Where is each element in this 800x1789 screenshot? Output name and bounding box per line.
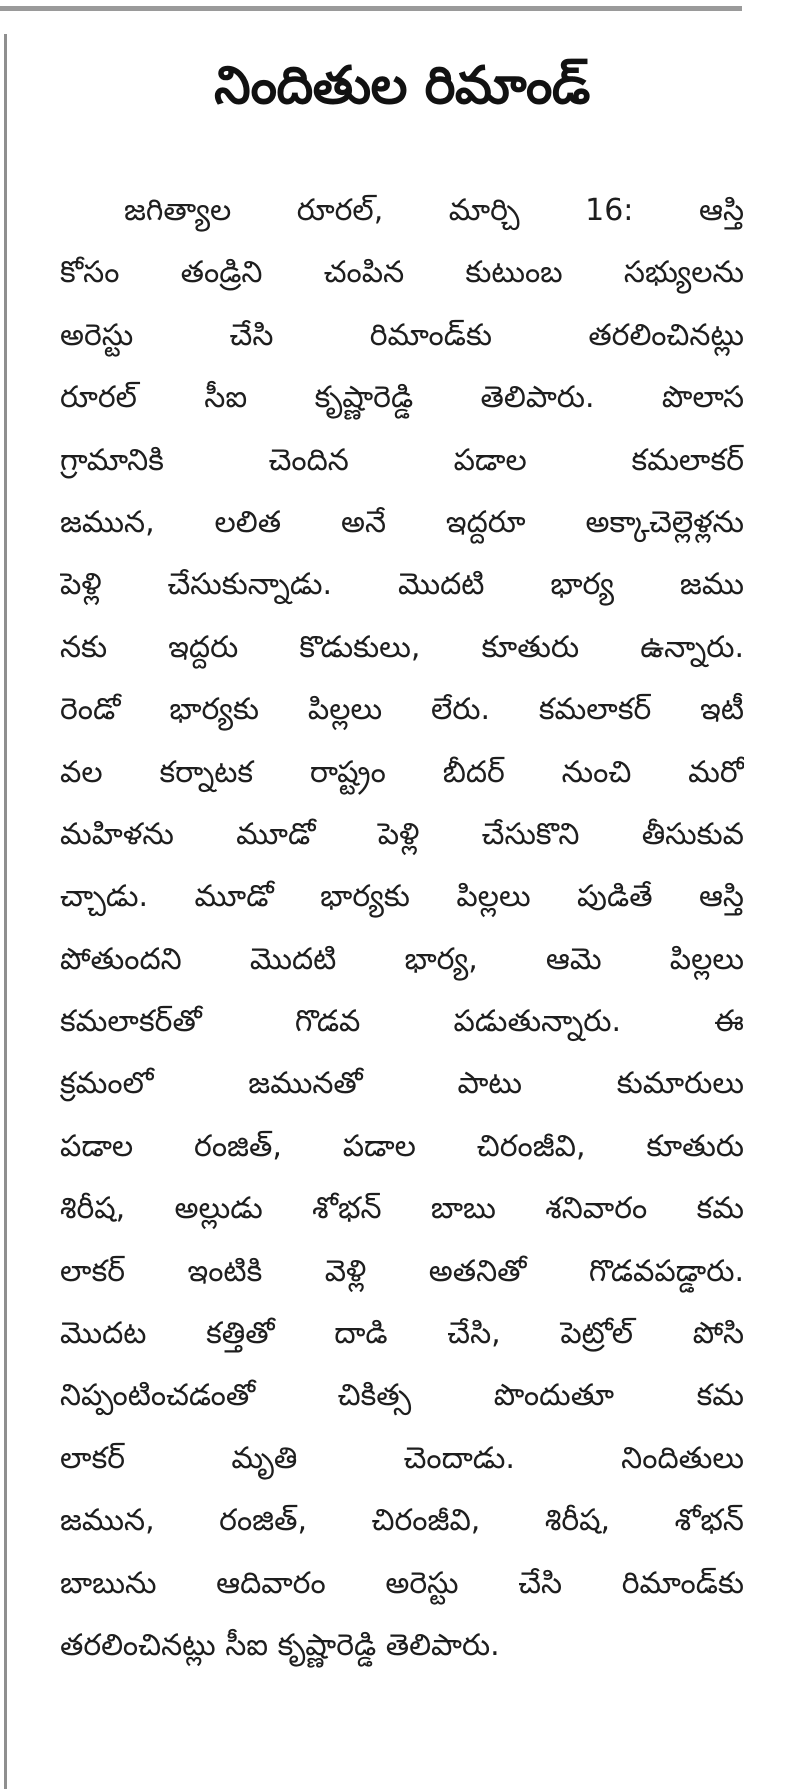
article-body-line: కమలాకర్‌తో గొడవ పడుతున్నారు. ఈ [60, 1004, 744, 1040]
article-body-line: బాబును ఆదివారం అరెస్టు చేసి రిమాండ్‌కు [60, 1565, 744, 1601]
article-body-line: జమున, లలిత అనే ఇద్దరూ అక్కాచెల్లెళ్లను [60, 504, 744, 540]
article-body-line: క్రమంలో జమునతో పాటు కుమారులు [60, 1066, 744, 1102]
article-body-line: గ్రామానికి చెందిన పడాల కమలాకర్ [60, 442, 744, 478]
article-body [60, 180, 744, 1677]
article-body-line: రెండో భార్యకు పిల్లలు లేరు. కమలాకర్ ఇటీ [60, 692, 744, 728]
article-body-line: లాకర్ మృతి చెందాడు. నిందితులు [60, 1440, 744, 1476]
article-body-line: లాకర్ ఇంటికి వెళ్లి అతనితో గొడవపడ్డారు. [60, 1253, 744, 1289]
article-body-line: జగిత్యాల రూరల్, మార్చి 16: ఆస్తి [124, 193, 744, 228]
article-body-line: అరెస్టు చేసి రిమాండ్‌కు తరలించినట్లు [60, 317, 744, 353]
article-body-line: పెళ్లి చేసుకున్నాడు. మొదటి భార్య జము [60, 567, 744, 603]
article-body-line: చ్చాడు. మూడో భార్యకు పిల్లలు పుడితే ఆస్తి [60, 879, 744, 915]
article-body-line: పోతుందని మొదటి భార్య, ఆమె పిల్లలు [60, 941, 744, 977]
left-column-rule [4, 34, 7, 1789]
article-body-line: మొదట కత్తితో దాడి చేసి, పెట్రోల్ పోసి [60, 1316, 744, 1352]
news-article [60, 30, 744, 1677]
article-body-line: నిప్పంటించడంతో చికిత్స పొందుతూ కమ [60, 1378, 744, 1414]
article-body-line: నకు ఇద్దరు కొడుకులు, కూతురు ఉన్నారు. [60, 629, 744, 665]
top-column-rule [0, 6, 742, 11]
article-body-line: వల కర్నాటక రాష్ట్రం బీదర్ నుంచి మరో [60, 754, 744, 790]
article-body-line: తరలించినట్లు సీఐ కృష్ణారెడ్డి తెలిపారు. [60, 1627, 500, 1663]
article-body-line: కోసం తండ్రిని చంపిన కుటుంబ సభ్యులను [60, 255, 744, 291]
article-body-line: జమున, రంజిత్, చిరంజీవి, శిరీష, శోభన్ [60, 1503, 744, 1539]
article-body-line: మహిళను మూడో పెళ్లి చేసుకొని తీసుకువ [60, 816, 744, 852]
article-body-line: రూరల్ సీఐ కృష్ణారెడ్డి తెలిపారు. పొలాస [60, 380, 744, 416]
article-body-line: శిరీష, అల్లుడు శోభన్ బాబు శనివారం కమ [60, 1191, 744, 1227]
article-headline: నిందితుల రిమాండ్ [214, 56, 590, 116]
article-body-line: పడాల రంజిత్, పడాల చిరంజీవి, కూతురు [60, 1128, 744, 1164]
